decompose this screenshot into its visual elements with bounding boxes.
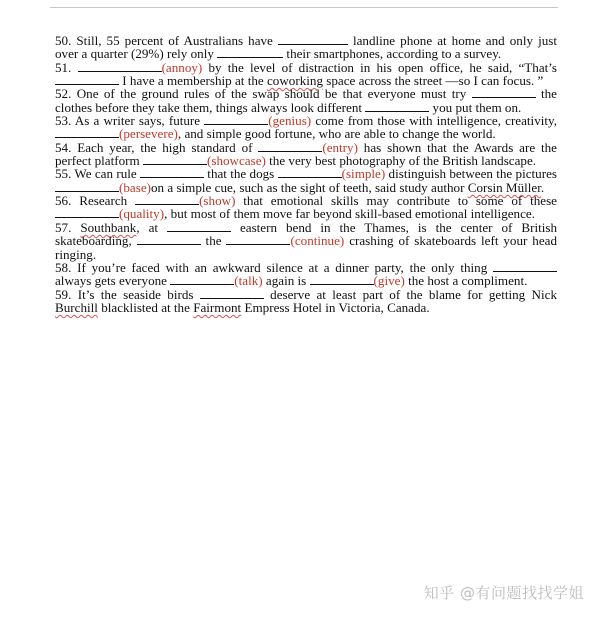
- word-hint: (persevere): [119, 126, 178, 142]
- exercise-item: [55, 86, 561, 115]
- exercise-item: [55, 59, 561, 89]
- word-hint: (showcase): [206, 153, 266, 169]
- exercise-item: [55, 259, 561, 289]
- item-text: on a simple cue, such as the sight of teeth, said study author: [151, 179, 468, 195]
- exercise-item: [55, 33, 561, 62]
- item-text: the very best photography of the British landscape.: [265, 153, 537, 169]
- word-hint: (show): [199, 193, 236, 209]
- exercise-item: [55, 219, 561, 262]
- word-hint: (continue): [290, 233, 345, 249]
- item-text: 57.: [55, 219, 81, 235]
- word-hint: (talk): [234, 273, 263, 289]
- spellcheck-flagged-word: Southbank: [80, 219, 137, 235]
- item-text: 59. It’s the seaside birds: [55, 286, 200, 302]
- item-text: 52. One of the ground rules of the swap should be that everyone must try: [55, 86, 472, 102]
- item-text: landline phone at home and only just over a quarter (29%) rely only: [55, 33, 561, 62]
- item-text: the: [200, 233, 227, 249]
- answer-blank: [493, 262, 557, 272]
- answer-blank: [310, 275, 374, 285]
- item-text: 51.: [55, 59, 78, 75]
- watermark: 知乎 @有问题找找学姐: [423, 584, 584, 602]
- exercise-item: [55, 193, 561, 222]
- item-text: , at: [136, 219, 167, 235]
- item-text: 50. Still, 55 percent of Australians have: [55, 33, 278, 48]
- spellcheck-flagged-word: Corsin Müller: [467, 179, 541, 195]
- answer-blank: [140, 168, 204, 178]
- exercise-document: [55, 33, 561, 315]
- item-text: the clothes before they take them, things always look different: [55, 86, 561, 115]
- item-text: .: [540, 179, 545, 195]
- answer-blank: [143, 155, 207, 165]
- item-text: Empress Hotel in Victoria, Canada.: [241, 299, 430, 315]
- item-text: distinguish between the pictures: [385, 166, 561, 182]
- item-text: 53. As a writer says, future: [55, 113, 205, 129]
- top-divider: [50, 7, 558, 8]
- item-text: always gets everyone: [55, 259, 561, 289]
- spellcheck-flagged-word: coworking: [266, 73, 323, 89]
- word-hint: (quality): [119, 206, 165, 222]
- item-text: that the dogs: [204, 166, 278, 182]
- answer-blank: [365, 102, 429, 112]
- exercise-item: [55, 166, 561, 195]
- spellcheck-flagged-word: Burchill: [55, 299, 98, 315]
- answer-blank: [258, 142, 322, 152]
- item-text: that emotional skills may contribute to some of these: [235, 193, 561, 209]
- answer-blank: [78, 62, 162, 72]
- answer-blank: [137, 235, 201, 245]
- answer-blank: [278, 168, 342, 178]
- answer-blank: [217, 48, 283, 58]
- item-text: deserve at least part of the blame for getting Nick: [263, 286, 561, 302]
- item-text: you put them on.: [429, 99, 522, 115]
- exercise-item: [55, 113, 561, 142]
- item-text: 54. Each year, the high standard of: [55, 139, 259, 155]
- word-hint: (give): [373, 273, 405, 289]
- word-hint: (simple): [341, 166, 386, 182]
- answer-blank: [226, 235, 290, 245]
- word-hint: (genius): [268, 113, 312, 129]
- item-text: 56. Research: [55, 193, 136, 209]
- answer-blank: [55, 128, 119, 138]
- item-text: blacklisted at the: [97, 299, 194, 315]
- item-text: , but most of them move far beyond skill-based emotional intelligence.: [164, 206, 535, 222]
- answer-blank: [55, 182, 119, 192]
- answer-blank: [200, 289, 264, 299]
- answer-blank: [204, 115, 268, 125]
- answer-blank: [278, 35, 348, 45]
- item-text: 58. If you’re faced with an awkward silence at a dinner party, the only thing: [55, 259, 493, 275]
- word-hint: (annoy): [161, 59, 203, 75]
- answer-blank: [55, 208, 119, 218]
- word-hint: (base): [119, 179, 151, 195]
- answer-blank: [135, 195, 199, 205]
- item-text: 55. We can rule: [55, 166, 140, 182]
- answer-blank: [167, 222, 231, 232]
- item-text: their smartphones, according to a survey.: [283, 46, 502, 62]
- answer-blank: [170, 275, 234, 285]
- item-text: I have a membership at the: [119, 73, 267, 89]
- item-text: by the level of distraction in his open office, he said, “That’s: [202, 59, 561, 75]
- spellcheck-flagged-word: Fairmont: [193, 299, 242, 315]
- item-text: come from those with intelligence, creativity,: [311, 113, 561, 129]
- item-text: has shown that the Awards are the perfect platform: [55, 139, 561, 169]
- item-text: the host a compliment.: [404, 273, 528, 289]
- item-text: eastern bend in the Thames, is the center of British skateboarding,: [55, 219, 561, 249]
- item-text: , and simple good fortune, who are able to change the world.: [177, 126, 496, 142]
- exercise-item: [55, 139, 561, 169]
- exercise-item: [55, 286, 561, 315]
- item-text: crashing of skateboards left your head ringing.: [55, 233, 561, 262]
- answer-blank: [472, 88, 536, 98]
- answer-blank: [55, 75, 119, 85]
- item-text: again is: [262, 273, 310, 289]
- word-hint: (entry): [322, 139, 358, 155]
- item-text: space across the street —so I can focus. ”: [323, 73, 544, 89]
